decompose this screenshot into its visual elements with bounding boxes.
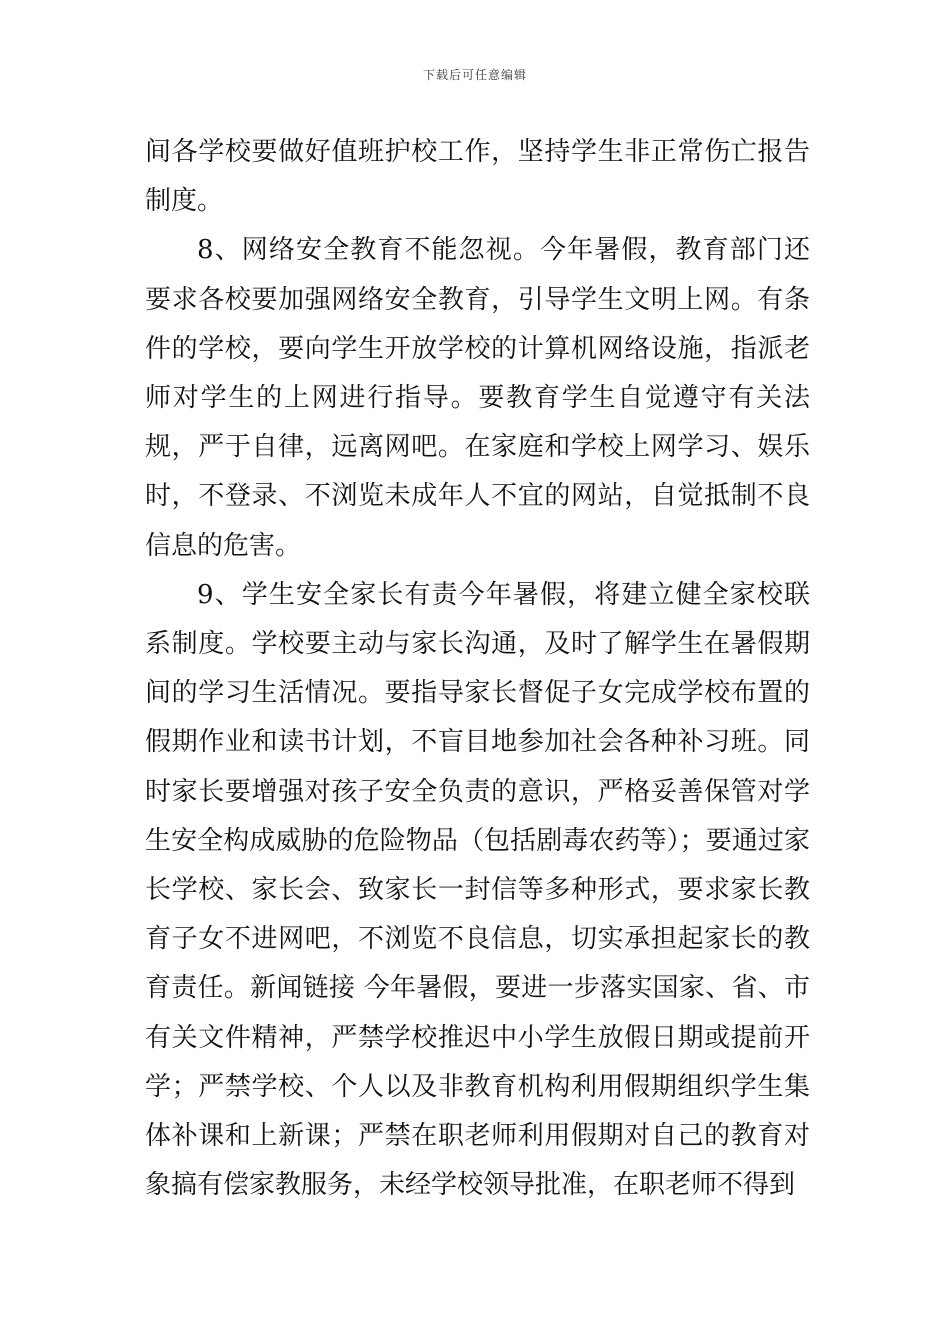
paragraph-continuation: 间各学校要做好值班护校工作，坚持学生非正常伤亡报告制度。	[145, 137, 810, 217]
page-header: 下载后可任意编辑	[422, 68, 527, 82]
paragraph-network-safety: 8、网络安全教育不能忽视。今年暑假，教育部门还要求各校要加强网络安全教育，引导学生文明上网。有条件的学校，要向学生开放学校的计算机网络设施，指派老师对学生的上网进行指导。要教育学生自觉遵守有关法规，严于自律，远离网吧。在家庭和学校上网学习、娱乐时，不登录、不浏览未成年人不宜的网站，自觉抵制不良信息的危害。	[145, 235, 810, 561]
document-body	[145, 128, 810, 1210]
paragraph-parent-responsibility: 9、学生安全家长有责今年暑假，将建立健全家校联系制度。学校要主动与家长沟通，及时了解学生在暑假期间的学习生活情况。要指导家长督促子女完成学校布置的假期作业和读书计划，不盲目地参加社会各种补习班。同时家长要增强对孩子安全负责的意识，严格妥善保管对学生安全构成威胁的危险物品（包括剧毒农药等）；要通过家长学校、家长会、致家长一封信等多种形式，要求家长教育子女不进网吧，不浏览不良信息，切实承担起家长的教育责任。新闻链接 今年暑假，要进一步落实国家、省、市有关文件精神，严禁学校推迟中小学生放假日期或提前开学；严禁学校、个人以及非教育机构利用假期组织学生集体补课和上新课；严禁在职老师利用假期对自己的教育对象搞有偿家教服务，未经学校领导批准，在职老师不得到	[145, 579, 810, 1201]
